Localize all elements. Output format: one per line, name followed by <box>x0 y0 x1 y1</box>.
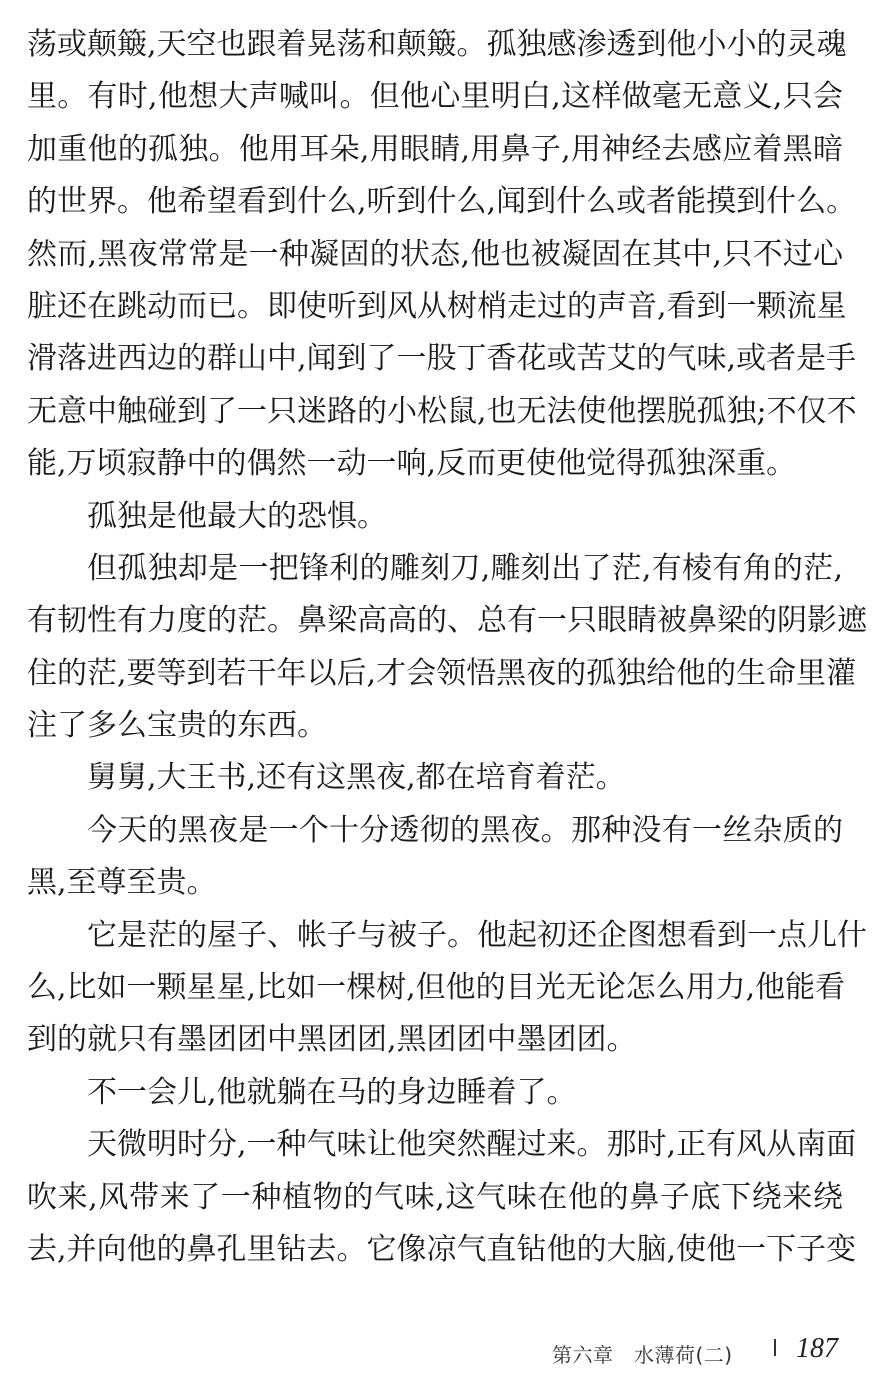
page-number: 187 <box>796 1333 838 1364</box>
text-line: 天微明时分,一种气味让他突然醒过来。那时,正有风从南面 <box>87 1127 857 1163</box>
text-line: 滑落进西边的群山中,闻到了一股丁香花或苦艾的气味,或者是手 <box>27 341 857 377</box>
text-line: 然而,黑夜常常是一种凝固的状态,他也被凝固在其中,只不过心 <box>27 236 843 272</box>
text-line: 去,并向他的鼻孔里钻去。它像凉气直钻他的大脑,使他一下子变 <box>27 1231 857 1267</box>
running-header-chapter: 第六章 水薄荷(二) <box>552 1343 733 1367</box>
text-line: 吹来,风带来了一种植物的气味,这气味在他的鼻子底下绕来绕 <box>27 1179 843 1215</box>
text-line: 住的茫,要等到若干年以后,才会领悟黑夜的孤独给他的生命里灌 <box>27 655 857 691</box>
text-line: 孤独是他最大的恐惧。 <box>87 498 387 534</box>
text-line: 但孤独却是一把锋利的雕刻刀,雕刻出了茫,有棱有角的茫, <box>87 550 843 586</box>
text-line: 无意中触碰到了一只迷路的小松鼠,也无法使他摆脱孤独;不仅不 <box>27 393 857 429</box>
page-footer <box>552 1333 842 1373</box>
text-line: 荡或颠簸,天空也跟着晃荡和颠簸。孤独感渗透到他小小的灵魂 <box>27 27 847 62</box>
text-line: 加重他的孤独。他用耳朵,用眼睛,用鼻子,用神经去感应着黑暗 <box>27 131 843 167</box>
text-line: 到的就只有墨团团中黑团团,黑团团中墨团团。 <box>27 1022 637 1058</box>
text-line: 今天的黑夜是一个十分透彻的黑夜。那种没有一丝杂质的 <box>87 812 843 848</box>
text-line: 么,比如一颗星星,比如一棵树,但他的目光无论怎么用力,他能看 <box>27 970 846 1006</box>
text-line: 它是茫的屋子、帐子与被子。他起初还企图想看到一点儿什 <box>87 917 867 953</box>
text-line: 有韧性有力度的茫。鼻梁高高的、总有一只眼睛被鼻梁的阴影遮 <box>27 603 867 639</box>
text-line: 里。有时,他想大声喊叫。但他心里明白,这样做毫无意义,只会 <box>27 79 843 115</box>
text-line: 黑,至尊至贵。 <box>27 865 217 901</box>
text-line: 舅舅,大王书,还有这黑夜,都在培育着茫。 <box>87 760 626 796</box>
text-line: 脏还在跳动而已。即使听到风从树梢走过的声音,看到一颗流星 <box>27 288 847 324</box>
footer-separator <box>774 1339 776 1356</box>
body-text <box>27 19 867 1276</box>
text-line: 注了多么宝贵的东西。 <box>27 708 327 744</box>
text-line: 的世界。他希望看到什么,听到什么,闻到什么或者能摸到什么。 <box>27 184 857 220</box>
text-line: 不一会儿,他就躺在马的身边睡着了。 <box>87 1074 577 1110</box>
text-line: 能,万顷寂静中的偶然一动一响,反而更使他觉得孤独深重。 <box>27 446 797 482</box>
